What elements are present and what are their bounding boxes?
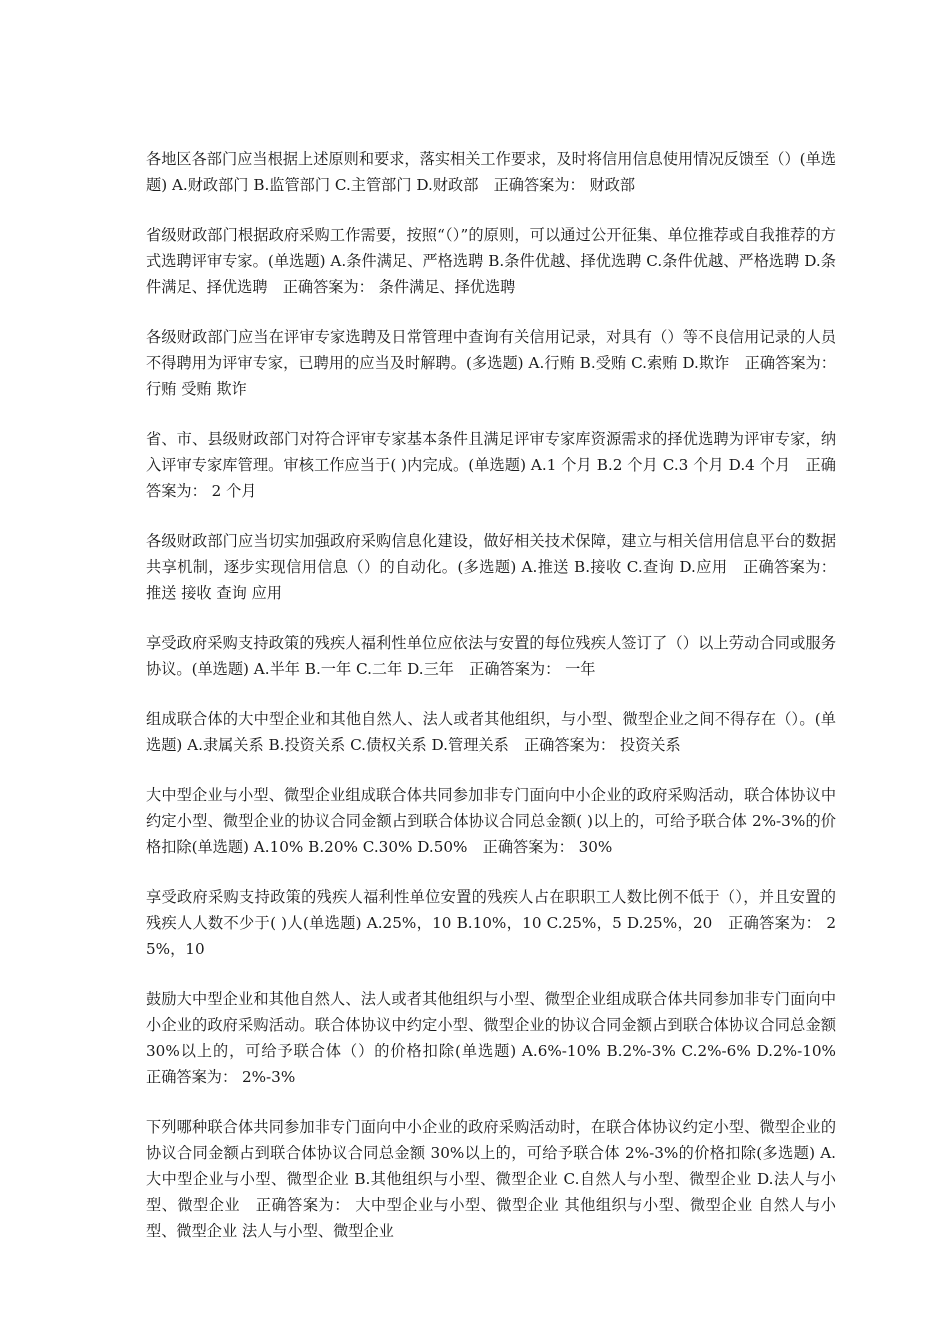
question-item: 省级财政部门根据政府采购工作需要，按照“（）”的原则，可以通过公开征集、单位推荐或自我推荐的方式选聘评审专家。(单选题) A.条件满足、严格选聘 B.条件优越、择优选聘 C.条件优越、严格选聘 D.条件满足、择优选聘 正确答案为： 条件满足、择优选聘 xyxy=(146,226,836,296)
question-item: 享受政府采购支持政策的残疾人福利性单位安置的残疾人占在职职工人数比例不低于（），并且安置的残疾人人数不少于( )人(单选题) A.25%，10 B.10%，10 C.25%，5 D.25%，20 正确答案为： 25%，10 xyxy=(146,888,836,958)
question-item: 各级财政部门应当在评审专家选聘及日常管理中查询有关信用记录，对具有（）等不良信用记录的人员不得聘用为评审专家，已聘用的应当及时解聘。(多选题) A.行贿 B.受贿 C.索贿 D.欺诈 正确答案为： 行贿 受贿 欺诈 xyxy=(146,328,836,398)
question-item: 省、市、县级财政部门对符合评审专家基本条件且满足评审专家库资源需求的择优选聘为评审专家，纳入评审专家库管理。审核工作应当于( )内完成。(单选题) A.1 个月 B.2 个月 C.3 个月 D.4 个月 正确答案为： 2 个月 xyxy=(146,430,836,500)
question-item: 各地区各部门应当根据上述原则和要求，落实相关工作要求，及时将信用信息使用情况反馈至（）(单选题) A.财政部门 B.监管部门 C.主管部门 D.财政部 正确答案为： 财政部 xyxy=(146,150,836,194)
question-item: 各级财政部门应当切实加强政府采购信息化建设，做好相关技术保障，建立与相关信用信息平台的数据共享机制，逐步实现信用信息（）的自动化。(多选题) A.推送 B.接收 C.查询 D.应用 正确答案为： 推送 接收 查询 应用 xyxy=(146,532,836,602)
question-item: 享受政府采购支持政策的残疾人福利性单位应依法与安置的每位残疾人签订了（）以上劳动合同或服务协议。(单选题) A.半年 B.一年 C.二年 D.三年 正确答案为： 一年 xyxy=(146,634,836,678)
question-item: 鼓励大中型企业和其他自然人、法人或者其他组织与小型、微型企业组成联合体共同参加非专门面向中小企业的政府采购活动。联合体协议中约定小型、微型企业的协议合同金额占到联合体协议合同总金额 30%以上的，可给予联合体（）的价格扣除(单选题) A.6%-10% B.2%-3% C.2%-6% D.2%-10% 正确答案为： 2%-3% xyxy=(146,990,852,1086)
question-list xyxy=(146,146,852,1268)
question-item: 大中型企业与小型、微型企业组成联合体共同参加非专门面向中小企业的政府采购活动，联合体协议中约定小型、微型企业的协议合同金额占到联合体协议合同总金额( )以上的，可给予联合体 2%-3%的价格扣除(单选题) A.10% B.20% C.30% D.50% 正确答案为： 30% xyxy=(146,786,836,856)
question-item: 组成联合体的大中型企业和其他自然人、法人或者其他组织，与小型、微型企业之间不得存在（）。(单选题) A.隶属关系 B.投资关系 C.债权关系 D.管理关系 正确答案为： 投资关系 xyxy=(146,710,836,754)
question-item: 下列哪种联合体共同参加非专门面向中小企业的政府采购活动时，在联合体协议约定小型、微型企业的协议合同金额占到联合体协议合同总金额 30%以上的，可给予联合体 2%-3%的价格扣除(多选题) A.大中型企业与小型、微型企业 B.其他组织与小型、微型企业 C.自然人与小型、微型企业 D.法人与小型、微型企业 正确答案为： 大中型企业与小型、微型企业 其他组织与小型、微型企业 自然人与小型、微型企业 法人与小型、微型企业 xyxy=(146,1118,836,1240)
